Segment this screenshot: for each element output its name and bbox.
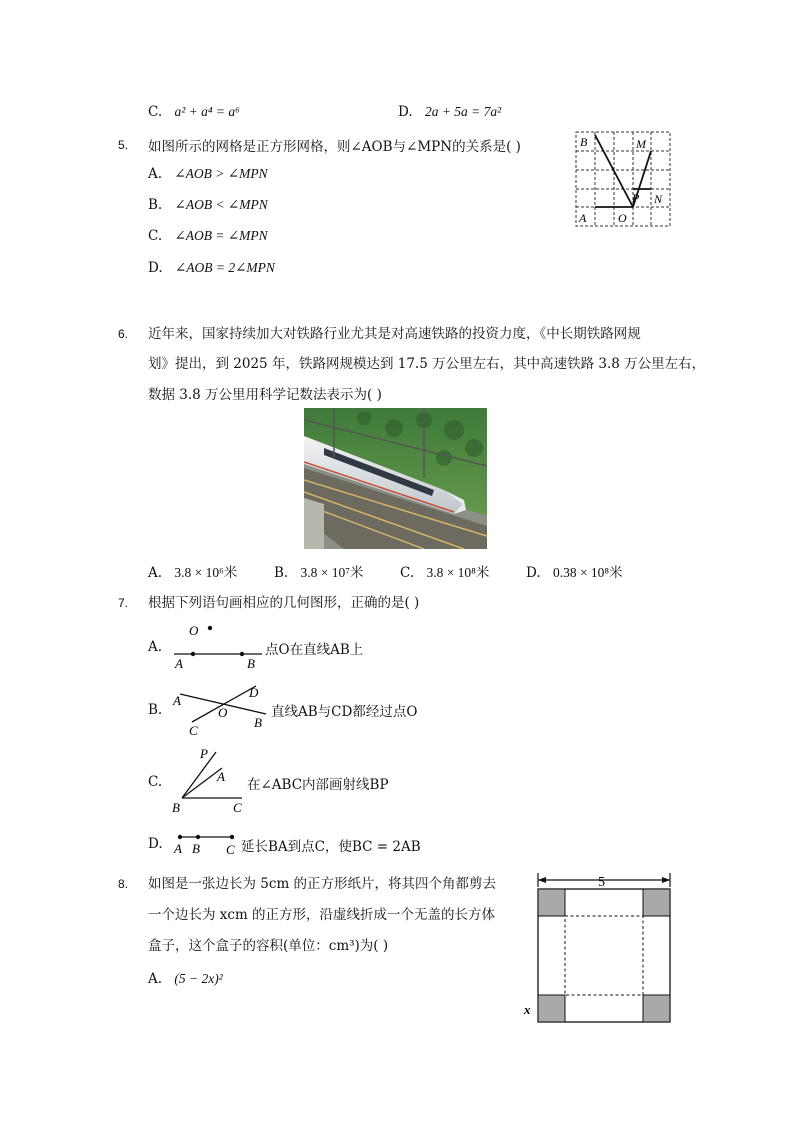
- q7-option-c-text: 在∠ABC内部画射线BP: [247, 777, 389, 793]
- q5-stem: 如图所示的网格是正方形网格，则∠AOB与∠MPN的关系是( ): [148, 139, 521, 155]
- label-o: O: [618, 211, 627, 225]
- option-text: 0.38 × 10⁸米: [552, 565, 623, 580]
- arrow-left-icon: [538, 877, 546, 883]
- q6-stem-line1: 近年来，国家持续加大对铁路行业尤其是对高速铁路的投资力度，《中长期铁路网规: [148, 326, 641, 342]
- point-c: [230, 835, 234, 839]
- label-a: A: [173, 693, 181, 708]
- q8-stem-line2: 一个边长为 xcm 的正方形，沿虚线折成一个无盖的长方体: [148, 907, 496, 923]
- point-b: [196, 835, 200, 839]
- q4-option-c: [148, 104, 240, 120]
- option-text: ∠AOB > ∠MPN: [174, 166, 268, 181]
- label-a: A: [579, 211, 587, 225]
- q5-option-b: [148, 197, 268, 213]
- option-label: C.: [148, 104, 163, 120]
- option-label: A.: [148, 971, 163, 987]
- q5-grid-figure: [574, 130, 672, 230]
- label-a: A: [217, 769, 225, 784]
- option-text: a² + a⁴ = a⁶: [174, 104, 240, 119]
- q5-number: 5.: [118, 138, 129, 152]
- q7-option-b-label: B.: [148, 702, 163, 718]
- label-o: O: [218, 705, 228, 720]
- q6-option-a: [148, 561, 237, 581]
- q6-number: 6.: [118, 327, 129, 341]
- point-a: [191, 652, 195, 656]
- label-o: O: [189, 623, 199, 638]
- q7-a-figure: [170, 618, 265, 670]
- ray-bp: [182, 752, 216, 798]
- option-label: D.: [526, 565, 541, 581]
- q6-option-b: [274, 561, 363, 581]
- point-b: [240, 652, 244, 656]
- q7-number: 7.: [118, 596, 129, 610]
- label-p: P: [632, 191, 640, 205]
- q6-stem-line3: 数据 3.8 万公里用科学记数法表示为( ): [148, 387, 382, 403]
- label-a: A: [175, 656, 183, 670]
- arrow-right-icon: [662, 877, 670, 883]
- side-length-label: 5: [598, 875, 605, 890]
- option-label: A.: [148, 565, 163, 581]
- label-p: P: [200, 746, 208, 761]
- q4-option-d: [398, 104, 501, 120]
- high-speed-train-photo: [304, 408, 487, 549]
- option-text: 2a + 5a = 7a²: [424, 104, 502, 119]
- option-label: A.: [148, 166, 163, 182]
- option-label: B.: [274, 565, 289, 581]
- option-text: ∠AOB < ∠MPN: [174, 197, 268, 212]
- label-b: B: [172, 800, 180, 815]
- q7-option-a-text: 点O在直线AB上: [265, 642, 364, 658]
- option-text: (5 − 2x)²: [174, 971, 223, 986]
- corner-square-top-left: [538, 889, 565, 916]
- option-text: 3.8 × 10⁶米: [174, 565, 238, 580]
- q5-option-a: [148, 166, 268, 182]
- q5-option-d: [148, 260, 275, 276]
- option-text: ∠AOB = ∠MPN: [174, 228, 268, 243]
- option-text: 3.8 × 10⁷米: [300, 565, 364, 580]
- q6-stem-line2: 划》提出，到 2025 年，铁路网规模达到 17.5 万公里左右，其中高速铁路 3.8 万公里左右，: [148, 356, 706, 372]
- q6-option-d: [526, 561, 623, 581]
- option-label: C.: [148, 228, 163, 244]
- q8-number: 8.: [118, 877, 129, 891]
- corner-square-bottom-right: [643, 995, 670, 1022]
- corner-square-top-right: [643, 889, 670, 916]
- q8-stem-line1: 如图是一张边长为 5cm 的正方形纸片，将其四个角都剪去: [148, 876, 497, 892]
- fold-lines: [565, 916, 643, 995]
- option-label: D.: [398, 104, 413, 120]
- q7-option-c-label: C.: [148, 774, 163, 790]
- q7-option-d-label: D.: [148, 836, 163, 852]
- cut-length-label: x: [524, 1002, 531, 1017]
- q8-option-a: [148, 971, 223, 987]
- label-a: A: [174, 841, 182, 856]
- label-n: N: [654, 192, 663, 206]
- q7-d-figure: [170, 826, 240, 856]
- label-b: B: [247, 656, 255, 670]
- label-c: C: [233, 800, 242, 815]
- q7-stem: 根据下列语句画相应的几何图形，正确的是( ): [148, 595, 420, 611]
- label-b: B: [254, 715, 262, 730]
- option-label: B.: [148, 197, 163, 213]
- option-text: 3.8 × 10⁸米: [426, 565, 490, 580]
- option-label: D.: [148, 260, 163, 276]
- q7-option-d-text: 延长BA到点C，使BC = 2AB: [241, 839, 421, 855]
- label-b: B: [580, 135, 588, 149]
- segment-ob: [595, 135, 633, 207]
- corner-square-bottom-left: [538, 995, 565, 1022]
- option-text: ∠AOB = 2∠MPN: [174, 260, 275, 275]
- q5-option-c: [148, 228, 268, 244]
- q6-option-c: [400, 561, 489, 581]
- ray-ba: [182, 768, 222, 798]
- q8-square-paper-figure: [520, 868, 680, 1028]
- q7-c-figure: [170, 744, 248, 816]
- point-a: [178, 835, 182, 839]
- label-c: C: [226, 842, 235, 856]
- q7-option-a-label: A.: [148, 639, 163, 655]
- q7-b-figure: [170, 678, 270, 740]
- q7-option-b-text: 直线AB与CD都经过点O: [271, 704, 418, 720]
- label-m: M: [636, 137, 646, 151]
- option-label: C.: [400, 565, 415, 581]
- q8-stem-line3: 盒子，这个盒子的容积(单位：cm³)为( ): [148, 938, 389, 954]
- label-b: B: [192, 841, 200, 856]
- label-d: D: [249, 685, 259, 700]
- label-c: C: [189, 723, 198, 738]
- point-o: [208, 626, 212, 630]
